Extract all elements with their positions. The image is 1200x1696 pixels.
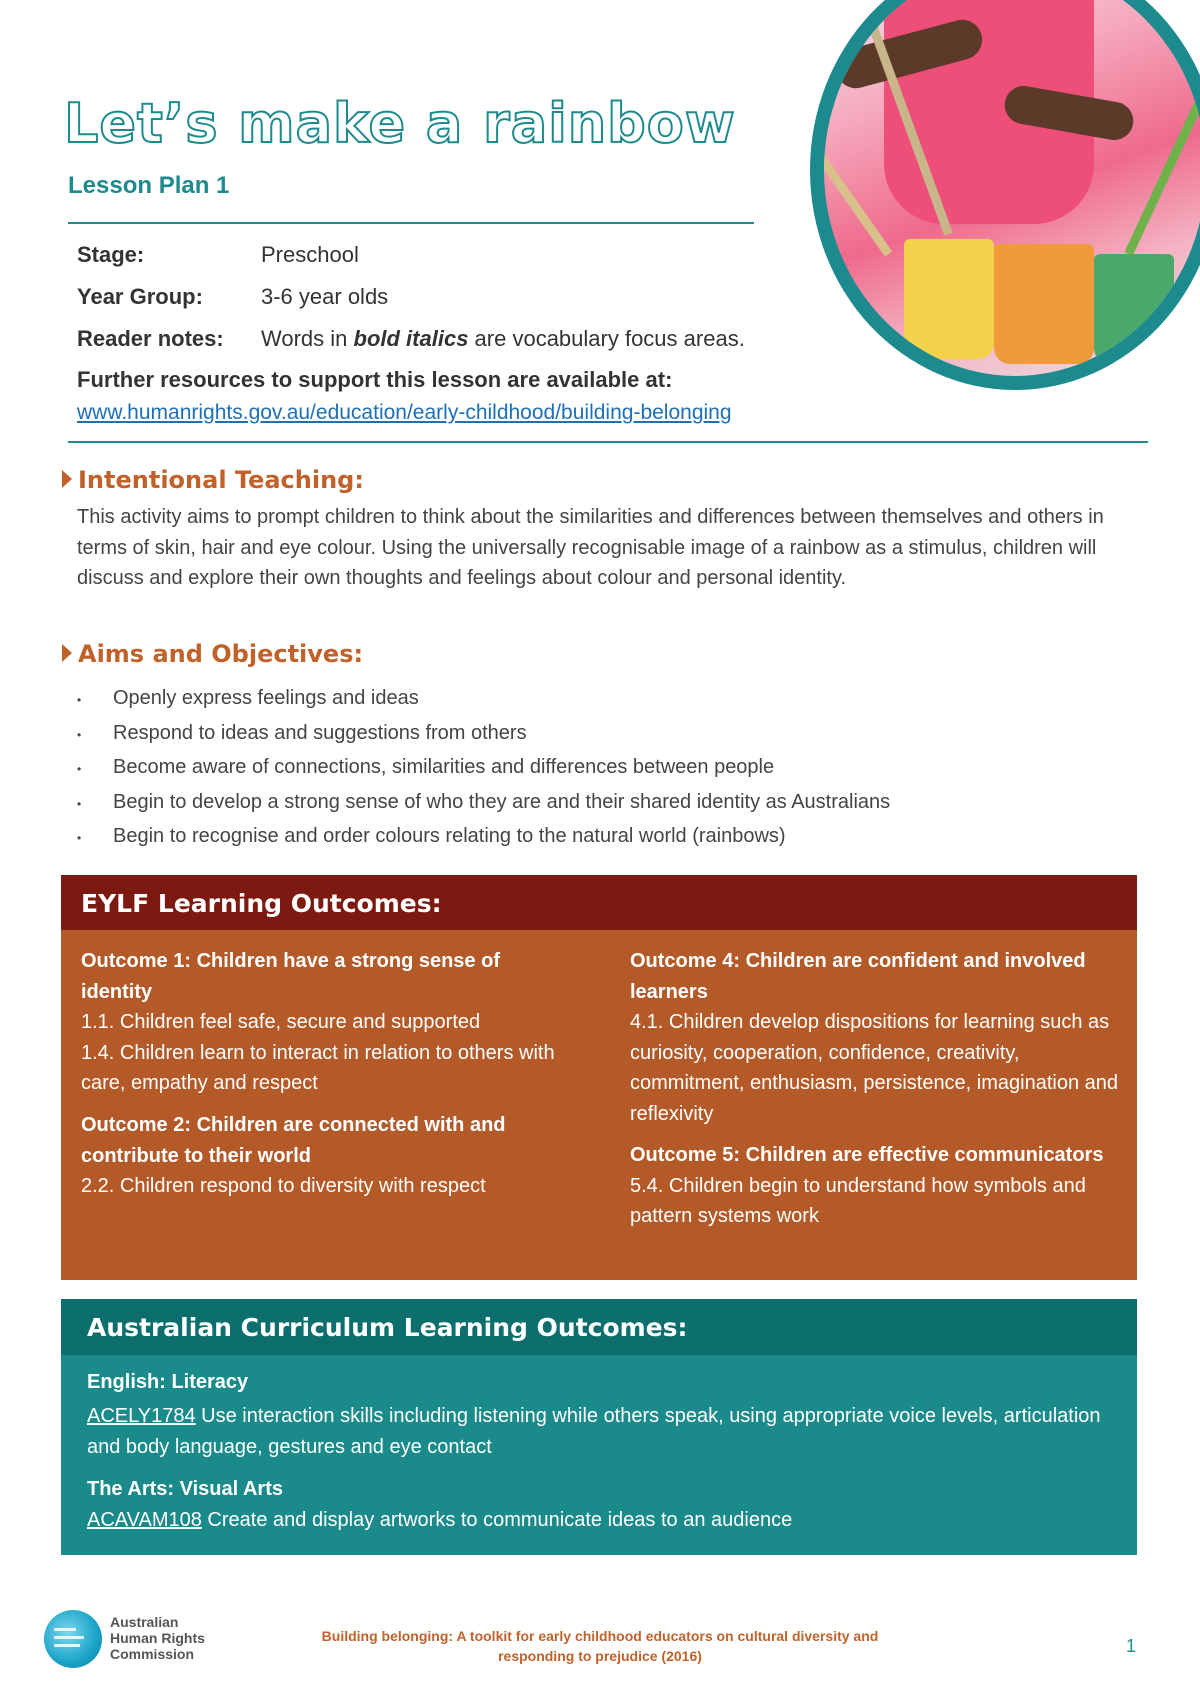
outcome-1-title: Outcome 1: Children have a strong sense of identity — [81, 950, 500, 1003]
reader-notes-label: Reader notes: — [77, 326, 224, 351]
outcome-4-item: 4.1. Children develop dispositions for learning such as curiosity, cooperation, confidence, creativity, commitment, enthusiasm, persistence, imagination and reflexivity — [630, 1011, 1119, 1125]
resources-link[interactable]: www.humanrights.gov.au/education/early-childhood/building-belonging — [77, 401, 732, 424]
year-group-label: Year Group: — [77, 284, 203, 309]
outcome-1-item: 1.4. Children learn to interact in relation to others with care, empathy and respect — [81, 1041, 555, 1094]
outcome-4 — [630, 946, 1125, 1129]
ahrc-logo-icon — [44, 1610, 102, 1668]
eylf-heading: EYLF Learning Outcomes: — [61, 875, 1137, 930]
outcome-4-title: Outcome 4: Children are confident and involved learners — [630, 950, 1086, 1003]
reader-notes-value — [261, 326, 745, 352]
arts-outcome-text: Create and display artworks to communicate ideas to an audience — [201, 1509, 793, 1531]
children-painting-photo — [810, 0, 1200, 390]
aims-heading-text: Aims and Objectives: — [78, 640, 364, 668]
outcome-1-item: 1.1. Children feel safe, secure and supported — [81, 1011, 481, 1033]
visual-arts-label: The Arts: Visual Arts — [87, 1478, 283, 1500]
bullet-dot-icon: • — [77, 762, 82, 776]
divider — [68, 441, 1148, 443]
reader-notes-text-end: are vocabulary focus areas. — [468, 326, 745, 351]
list-item — [77, 681, 890, 716]
footer-line: responding to prejudice (2016) — [498, 1648, 702, 1664]
english-literacy-label: English: Literacy — [87, 1371, 249, 1393]
english-outcome-text: Use interaction skills including listening while others speak, using appropriate voice levels, articulation and body language, gestures and eye contact — [87, 1405, 1101, 1458]
outcome-2 — [81, 1110, 561, 1202]
aims-list — [77, 681, 890, 854]
footer-line: Building belonging: A toolkit for early childhood educators on cultural diversity and — [321, 1628, 879, 1644]
lesson-subtitle: Lesson Plan 1 — [68, 172, 230, 199]
aim-text: Openly express feelings and ideas — [113, 687, 419, 709]
outcome-2-title: Outcome 2: Children are connected with and contribute to their world — [81, 1114, 506, 1167]
stage-label: Stage: — [77, 242, 145, 267]
english-outcome — [87, 1401, 1117, 1463]
outcome-5-item: 5.4. Children begin to understand how symbols and pattern systems work — [630, 1174, 1086, 1227]
stage-value: Preschool — [261, 242, 359, 267]
bullet-dot-icon: • — [77, 796, 82, 811]
arts-outcome — [87, 1505, 1117, 1536]
triangle-right-icon — [62, 644, 72, 662]
intentional-teaching-heading — [62, 466, 364, 494]
page-number: 1 — [1126, 1636, 1137, 1656]
outcome-5-title: Outcome 5: Children are effective communicators — [630, 1144, 1104, 1166]
bullet-dot-icon: • — [77, 727, 82, 742]
curriculum-heading: Australian Curriculum Learning Outcomes: — [61, 1299, 1137, 1355]
list-item — [77, 785, 890, 820]
logo-text — [110, 1614, 205, 1662]
aim-text: Begin to develop a strong sense of who they are and their shared identity as Australians — [113, 790, 891, 813]
aim-text: Become aware of connections, similarities and differences between people — [113, 756, 775, 778]
triangle-right-icon — [62, 470, 72, 488]
bullet-dot-icon: • — [77, 831, 82, 845]
divider — [68, 222, 754, 224]
page-title: Let’s make a rainbow — [64, 92, 736, 155]
acely1784-link[interactable]: ACELY1784 — [87, 1405, 196, 1427]
outcome-5 — [630, 1140, 1125, 1232]
list-item — [77, 750, 890, 785]
curriculum-panel — [61, 1355, 1137, 1555]
year-group-value: 3-6 year olds — [261, 284, 389, 309]
intentional-teaching-heading-text: Intentional Teaching: — [78, 466, 364, 494]
further-resources-label: Further resources to support this lesson are available at: — [77, 367, 673, 392]
intentional-teaching-text: This activity aims to prompt children to think about the similarities and differences between themselves and others in terms of skin, hair and eye colour. Using the universally recognisable image of a rainbow as a stimulus, children will discuss and explore their own thoughts and feelings about colour and personal identity. — [77, 506, 1104, 589]
logo-line: Commission — [110, 1646, 195, 1662]
aims-heading — [62, 640, 363, 668]
eylf-panel — [61, 930, 1137, 1280]
list-item — [77, 819, 890, 854]
aim-text: Respond to ideas and suggestions from others — [113, 721, 527, 744]
acavam108-link[interactable]: ACAVAM108 — [87, 1509, 202, 1531]
list-item — [77, 716, 890, 751]
reader-notes-text: Words in — [261, 326, 354, 351]
logo-line: Australian — [110, 1614, 179, 1630]
footer-citation — [260, 1626, 940, 1666]
bullet-dot-icon: • — [77, 693, 82, 707]
logo-line: Human Rights — [110, 1630, 205, 1646]
aim-text: Begin to recognise and order colours relating to the natural world (rainbows) — [113, 825, 786, 847]
reader-notes-emphasis: bold italics — [353, 326, 469, 351]
outcome-2-item: 2.2. Children respond to diversity with respect — [81, 1175, 486, 1197]
outcome-1 — [81, 946, 561, 1099]
